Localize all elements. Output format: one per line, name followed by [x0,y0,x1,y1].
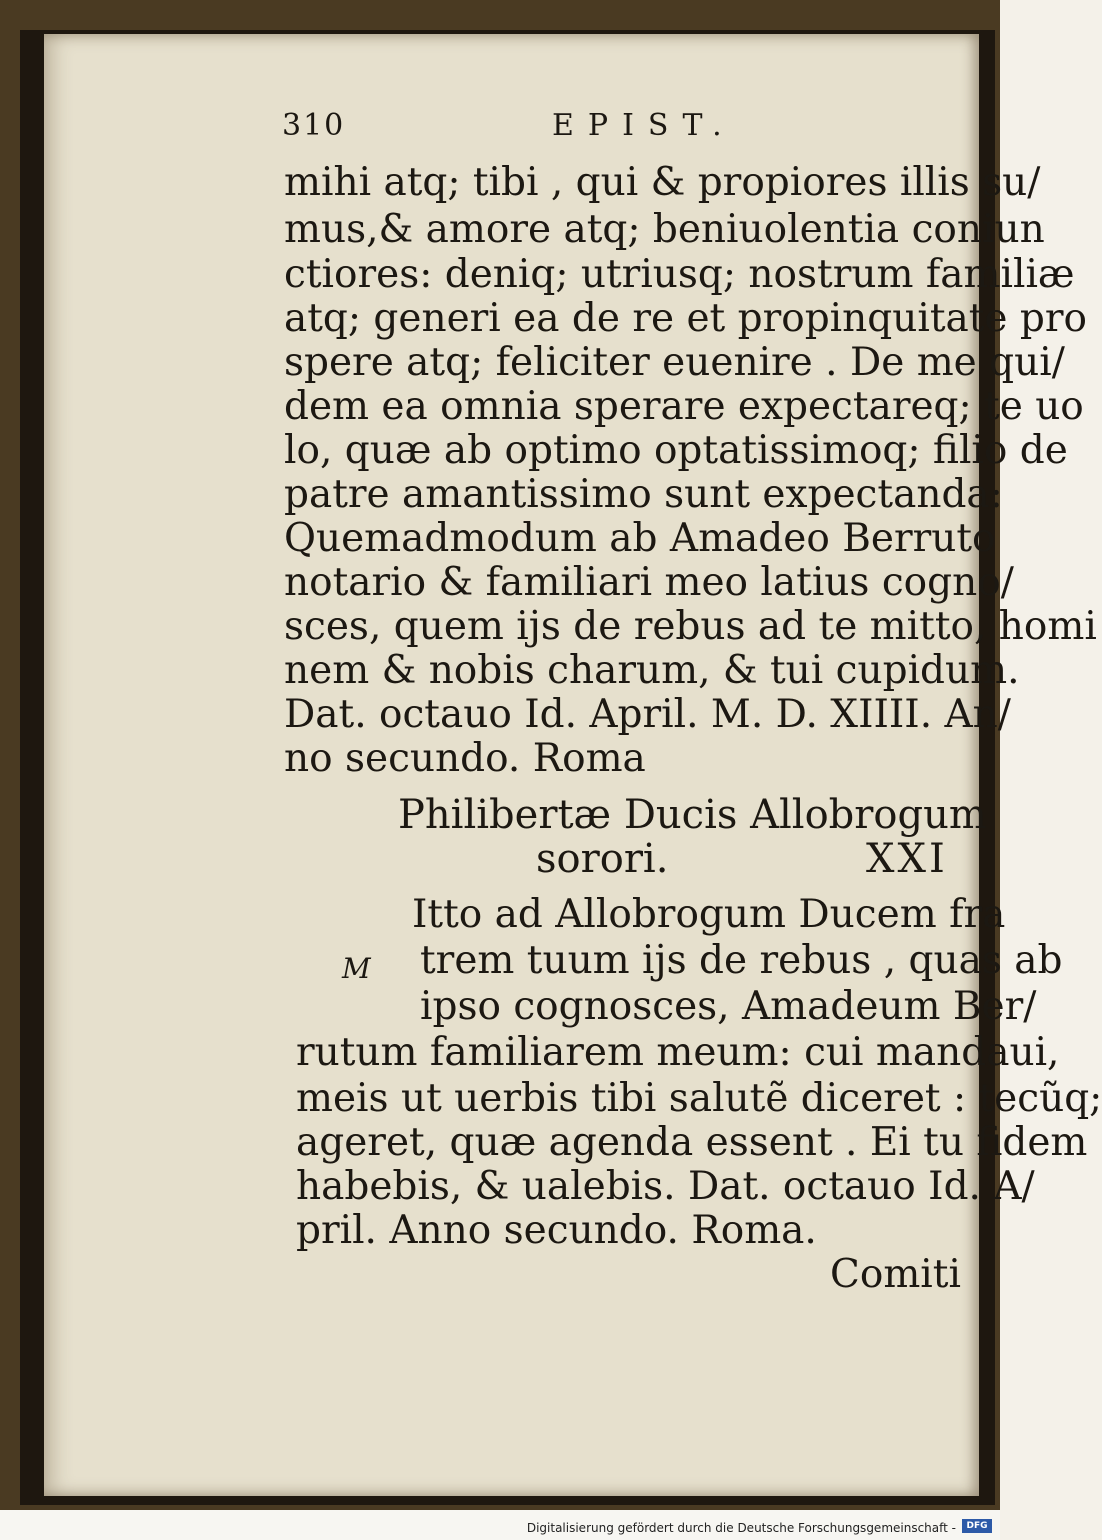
body-line: Dat. octauo Id. April. M. D. XIIII. An/ [284,692,1011,737]
letter-heading: Philibertæ Ducis Allobrogum [398,792,987,838]
dfg-logo-icon: DFG [962,1519,992,1533]
letter-line: rutum familiarem meum: cui mandaui, [296,1030,1060,1075]
letter-line: ageret, quæ agenda essent . Ei tu fidem [296,1120,1088,1165]
letter-line: ipso cognosces, Amadeum Ber/ [420,984,1037,1029]
letter-line: meis ut uerbis tibi salutẽ diceret : tecũq; [296,1076,1102,1121]
running-head: EPIST. [552,108,736,143]
body-line: Quemadmodum ab Amadeo Berruto [284,516,996,561]
body-line: mihi atq; tibi , qui & propiores illis su/ [284,160,1041,205]
letter-heading-recipient: sorori. [536,836,669,882]
body-line: sces, quem ijs de rebus ad te mitto, homi [284,604,1097,649]
body-line: spere atq; feliciter euenire . De me qui/ [284,340,1065,385]
initial-letter: M [342,952,371,985]
letter-number: XXI [866,836,948,882]
body-line: no secundo. Roma [284,736,646,781]
body-line: notario & familiari meo latius cogno/ [284,560,1014,605]
body-line: patre amantissimo sunt expectanda: [284,472,1003,517]
letter-line: pril. Anno secundo. Roma. [296,1208,817,1253]
letter-line: Itto ad Allobrogum Ducem fra [412,892,1006,937]
footer-credit: Digitalisierung gefördert durch die Deutsche Forschungsgemeinschaft - [526,1521,956,1535]
body-line: ctiores: deniq; utriusq; nostrum familiæ [284,252,1075,297]
page-number: 310 [282,108,346,143]
body-line: mus,& amore atq; beniuolentia coniun [284,207,1045,252]
catchword: Comiti [830,1252,961,1297]
body-line: nem & nobis charum, & tui cupidum. [284,648,1020,693]
letter-line: habebis, & ualebis. Dat. octauo Id. A/ [296,1164,1035,1209]
body-line: lo, quæ ab optimo optatissimoq; filio de [284,428,1068,473]
letter-line: trem tuum ijs de rebus , quas ab [420,938,1063,983]
body-line: dem ea omnia sperare expectareq; te uo [284,384,1084,429]
body-line: atq; generi ea de re et propinquitate pro [284,296,1087,341]
